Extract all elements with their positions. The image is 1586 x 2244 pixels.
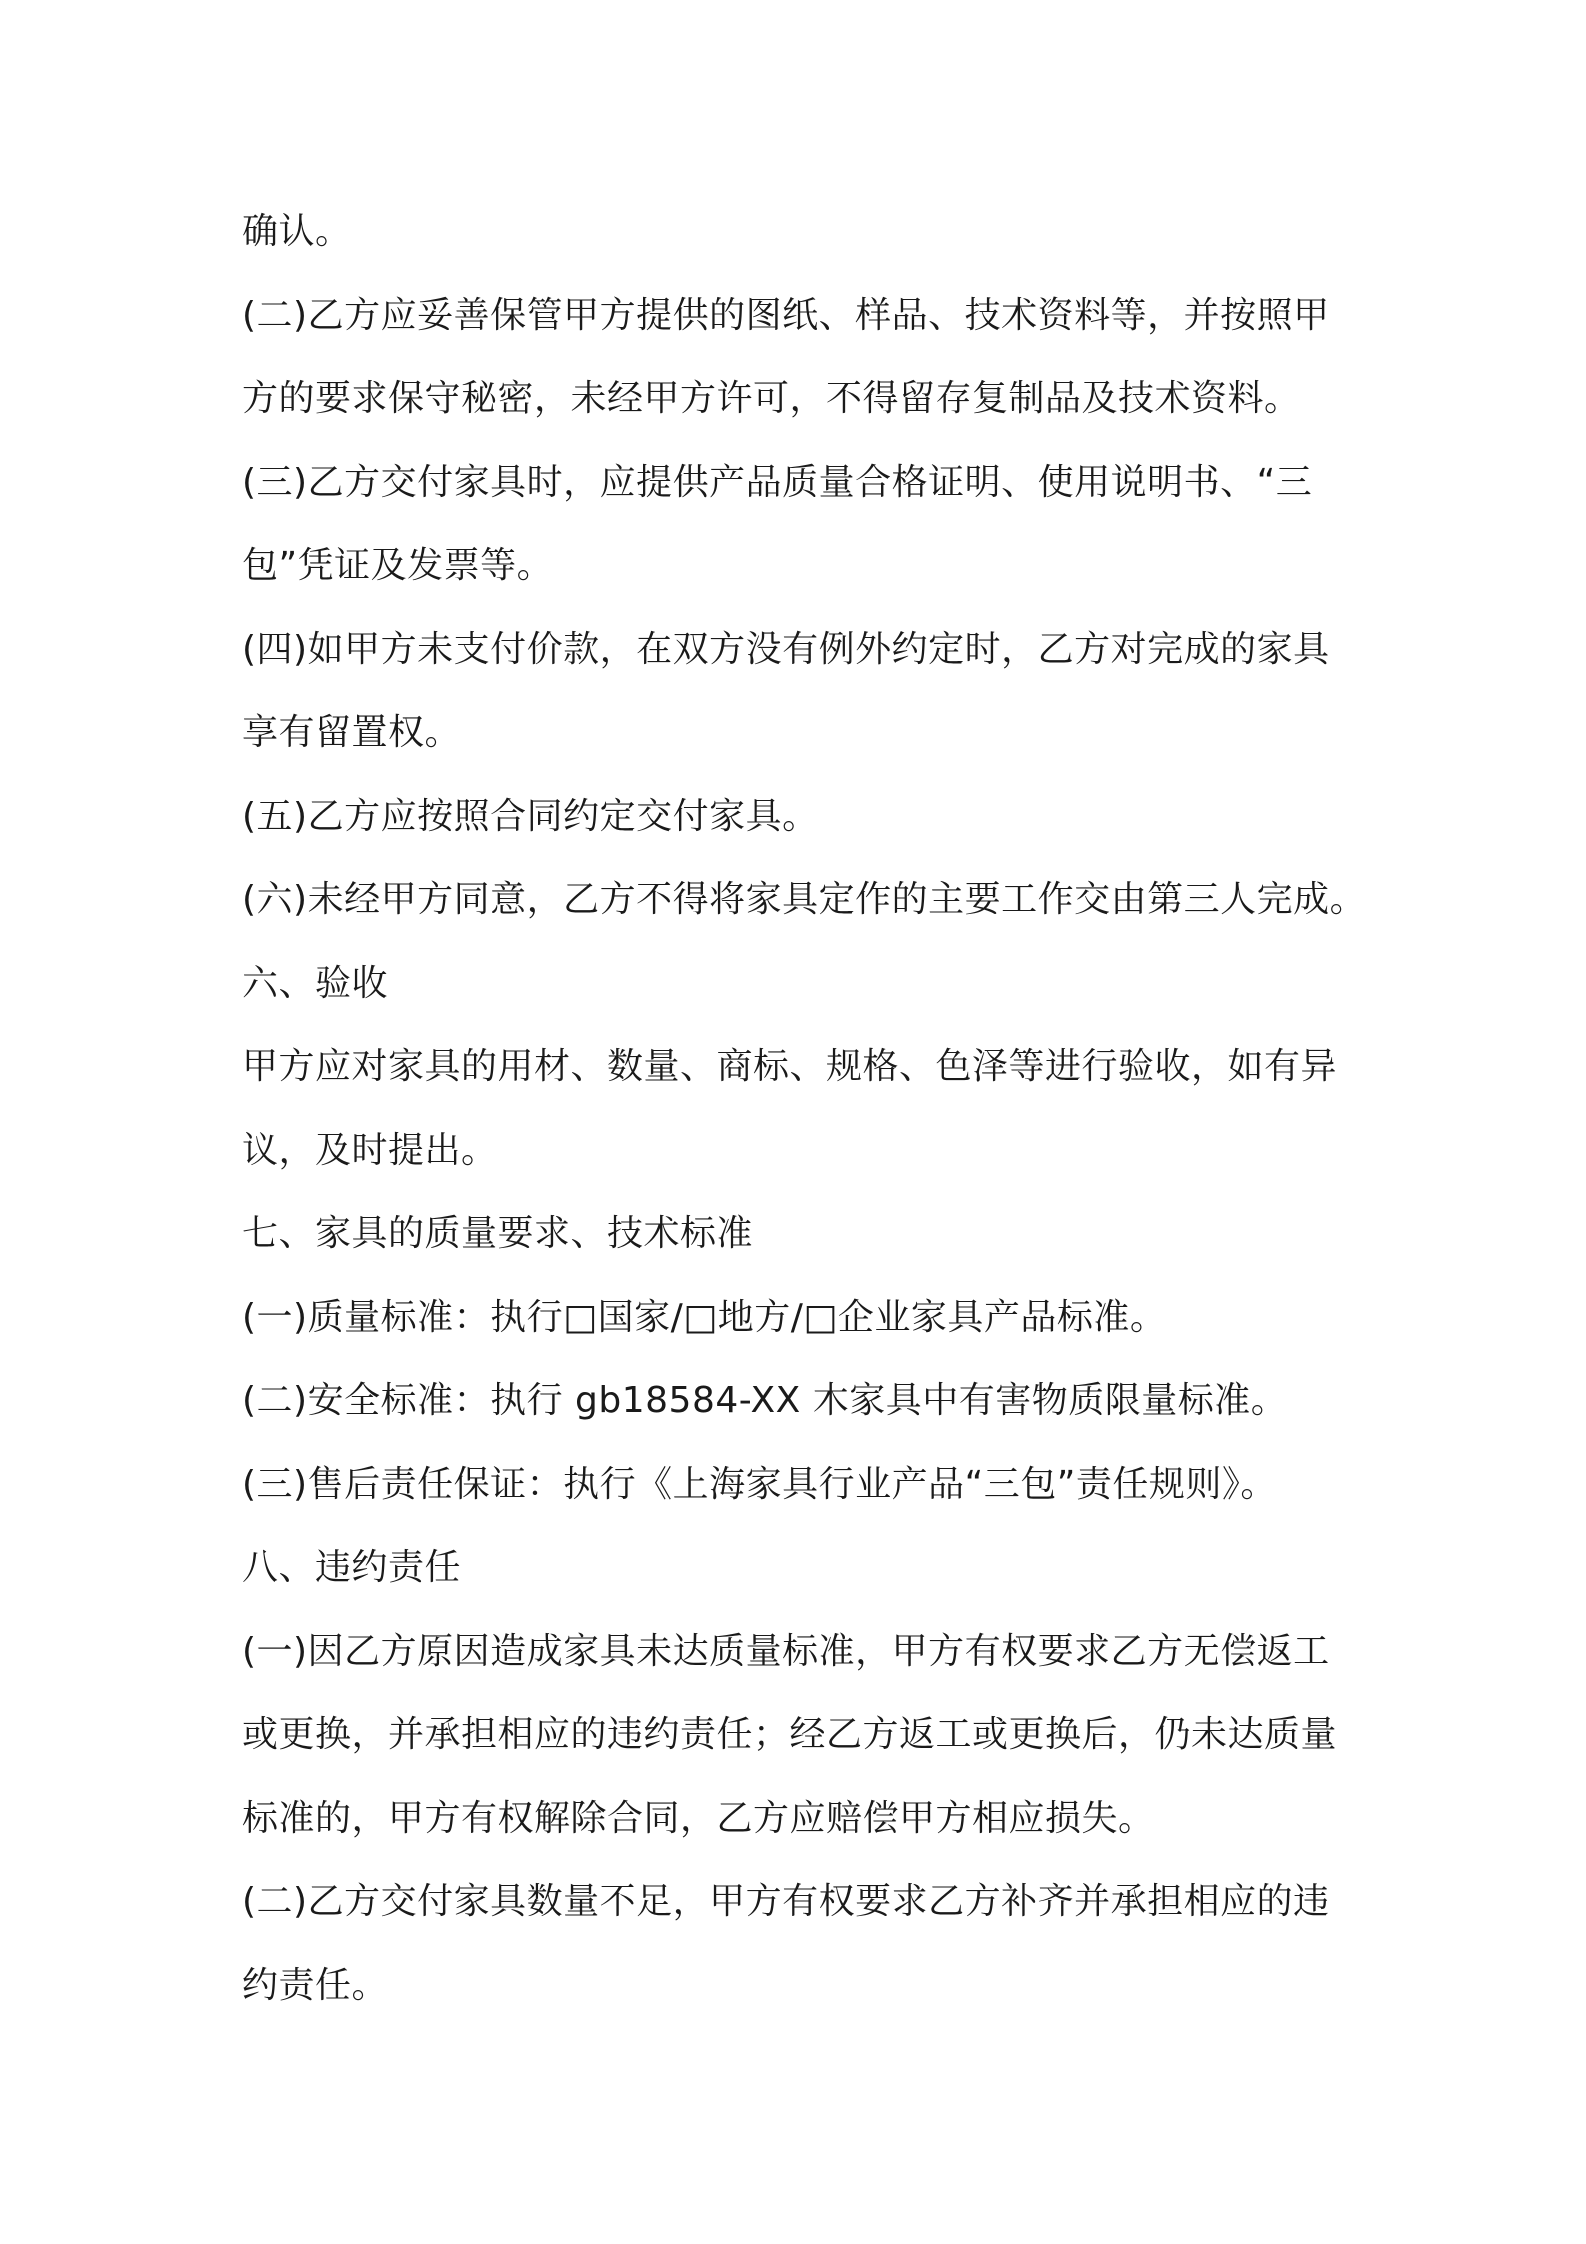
section-heading: 七、家具的质量要求、技术标准	[242, 1213, 754, 1254]
text-line: 享有留置权。	[242, 712, 462, 753]
text-line: (一)因乙方原因造成家具未达质量标准，甲方有权要求乙方无偿返工	[242, 1630, 1330, 1672]
text-line: 包”凭证及发票等。	[242, 545, 554, 586]
text-line: (二)乙方应妥善保管甲方提供的图纸、样品、技术资料等，并按照甲	[242, 294, 1330, 336]
text-line: (五)乙方应按照合同约定交付家具。	[242, 795, 819, 837]
text-line: (三)售后责任保证：执行《上海家具行业产品“三包”责任规则》。	[242, 1463, 1277, 1505]
text-line: 方的要求保守秘密，未经甲方许可，不得留存复制品及技术资料。	[242, 378, 1301, 419]
text-line: (一)质量标准：执行□国家/□地方/□企业家具产品标准。	[242, 1296, 1167, 1338]
text-line: 标准的，甲方有权解除合同，乙方应赔偿甲方相应损失。	[242, 1797, 1155, 1839]
text-line: 甲方应对家具的用材、数量、商标、规格、色泽等进行验收，如有异	[242, 1046, 1338, 1087]
text-line: (六)未经甲方同意，乙方不得将家具定作的主要工作交由第三人完成。	[242, 879, 1367, 920]
section-heading: 六、验收	[242, 962, 389, 1004]
text-line: (四)如甲方未支付价款，在双方没有例外约定时，乙方对完成的家具	[242, 628, 1330, 670]
section-heading: 八、违约责任	[242, 1547, 462, 1588]
text-line: 约责任。	[242, 1964, 389, 2006]
text-line: 确认。	[242, 211, 352, 252]
text-line: (二)乙方交付家具数量不足，甲方有权要求乙方补齐并承担相应的违	[242, 1881, 1330, 1922]
document-body	[242, 190, 1372, 2027]
text-line: (三)乙方交付家具时，应提供产品质量合格证明、使用说明书、“三	[242, 461, 1313, 503]
text-line: 议，及时提出。	[242, 1129, 498, 1171]
text-line: 或更换，并承担相应的违约责任；经乙方返工或更换后，仍未达质量	[242, 1714, 1338, 1755]
text-line: (二)安全标准：执行 gb18584-XX 木家具中有害物质限量标准。	[242, 1380, 1288, 1421]
